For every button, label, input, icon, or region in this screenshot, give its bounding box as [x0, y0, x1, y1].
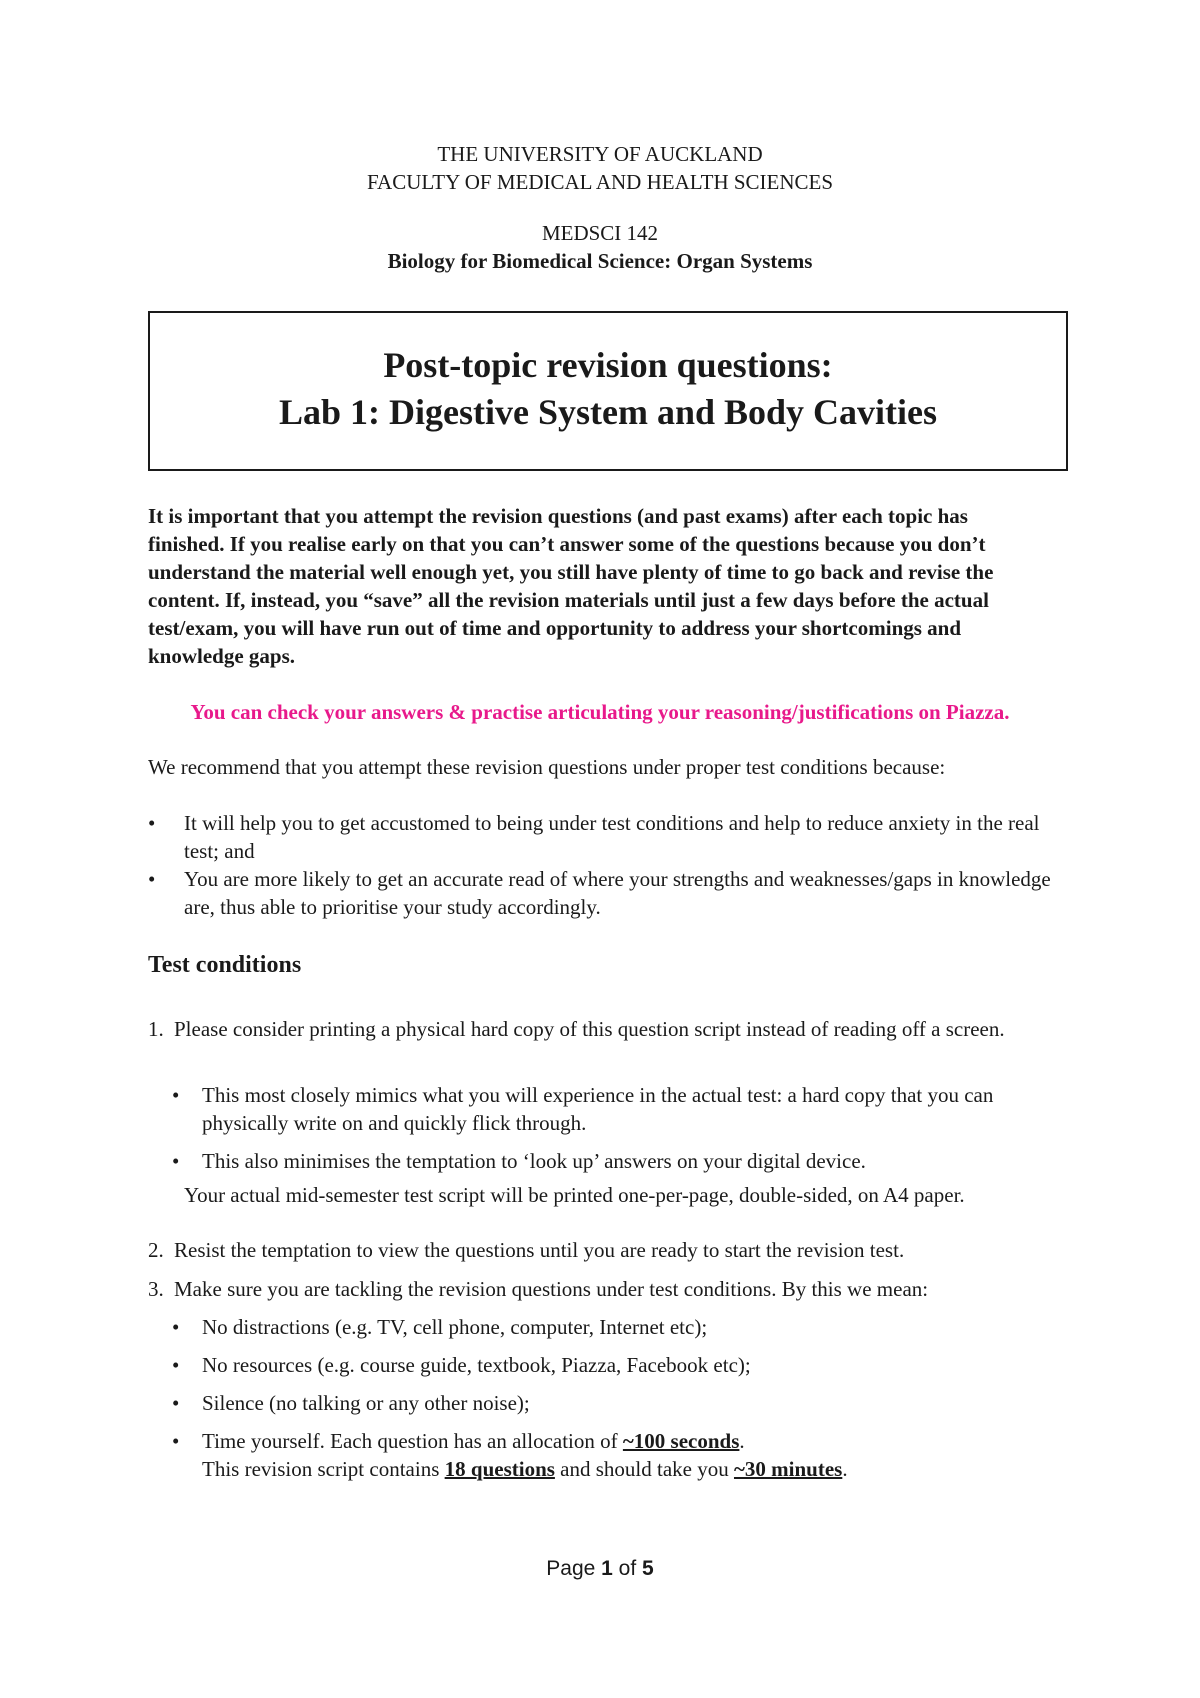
subitem-text: No distractions (e.g. TV, cell phone, computer, Internet etc); — [202, 1315, 708, 1339]
subitem-text: Silence (no talking or any other noise); — [202, 1391, 530, 1415]
item-number: 2. — [148, 1238, 164, 1262]
total-duration: ~30 minutes — [733, 1457, 843, 1481]
time-allocation: ~100 seconds — [622, 1429, 740, 1453]
total-pages: 5 — [642, 1557, 654, 1580]
bullet-icon: • — [172, 1353, 180, 1377]
item-text: Resist the temptation to view the questions until you are ready to start the revision test. — [174, 1238, 905, 1262]
bullet-icon: • — [148, 867, 156, 891]
list-item — [148, 865, 1068, 921]
institution-header — [0, 140, 1200, 196]
title-box — [148, 311, 1068, 471]
intro-paragraph: It is important that you attempt the revision questions (and past exams) after each topic has finished. If you realise early on that you can’t answer some of the questions because you don’t understand the material well enough yet, you still have plenty of time to go back and revise the content. If, instead, you “save” all the revision materials until just a few days before the actual test/exam, you will have run out of time and opportunity to address your shortcomings and knowledge gaps. — [148, 504, 994, 668]
list-item — [172, 1147, 1072, 1175]
list-item — [172, 1351, 1072, 1379]
course-code: MEDSCI 142 — [541, 221, 659, 245]
question-count: 18 questions — [444, 1457, 555, 1481]
reasons-list — [148, 809, 1068, 921]
condition-3-subitems — [172, 1313, 1072, 1493]
time-instruction — [202, 1429, 848, 1481]
page-footer — [0, 1555, 1200, 1583]
list-item — [148, 809, 1068, 865]
item-number: 1. — [148, 1017, 164, 1041]
page-word: Page — [546, 1557, 602, 1580]
faculty-name: FACULTY OF MEDICAL AND HEALTH SCIENCES — [366, 170, 834, 194]
section-heading: Test conditions — [148, 952, 302, 978]
reason-text: You are more likely to get an accurate read of where your strengths and weaknesses/gaps in knowledge are, thus able to prioritise your study accordingly. — [184, 867, 1051, 919]
bullet-icon: • — [172, 1083, 180, 1107]
item-number: 3. — [148, 1277, 164, 1301]
list-item — [172, 1427, 1072, 1483]
subitem-text: No resources (e.g. course guide, textbook, Piazza, Facebook etc); — [202, 1353, 751, 1377]
recommend-paragraph: We recommend that you attempt these revision questions under proper test conditions because: — [148, 755, 946, 779]
bullet-icon: • — [148, 811, 156, 835]
university-name: THE UNIVERSITY OF AUCKLAND — [437, 142, 763, 166]
course-header — [0, 219, 1200, 275]
condition-item-1 — [148, 1015, 1068, 1043]
item-text: Please consider printing a physical hard copy of this question script instead of reading off a screen. — [174, 1017, 1005, 1041]
subitem-text: This also minimises the temptation to ‘look up’ answers on your digital device. — [202, 1149, 866, 1173]
bullet-icon: • — [172, 1149, 180, 1173]
condition-item-2 — [148, 1236, 1068, 1264]
bullet-icon: • — [172, 1391, 180, 1415]
time-text: and should take you — [554, 1457, 734, 1481]
time-text: . — [739, 1429, 745, 1453]
current-page: 1 — [601, 1557, 613, 1580]
piazza-note: You can check your answers & practise articulating your reasoning/justifications on Piazza. — [190, 700, 1010, 724]
course-name: Biology for Biomedical Science: Organ Systems — [387, 249, 813, 273]
condition-item-3 — [148, 1275, 1068, 1303]
list-item — [172, 1081, 1072, 1137]
item-text: Make sure you are tackling the revision questions under test conditions. By this we mean: — [174, 1277, 929, 1301]
reason-text: It will help you to get accustomed to being under test conditions and help to reduce anxiety in the real test; and — [184, 811, 1040, 863]
list-item — [172, 1313, 1072, 1341]
bullet-icon: • — [172, 1315, 180, 1339]
bullet-icon: • — [172, 1429, 180, 1453]
time-text: Time yourself. Each question has an allocation of — [202, 1429, 623, 1453]
time-text: This revision script contains — [202, 1457, 445, 1481]
list-item — [172, 1389, 1072, 1417]
paper-note: Your actual mid-semester test script will be printed one-per-page, double-sided, on A4 paper. — [184, 1183, 965, 1207]
title-line-1: Post-topic revision questions: — [383, 345, 833, 385]
title-line-2: Lab 1: Digestive System and Body Cavities — [278, 392, 938, 432]
subitem-text: This most closely mimics what you will experience in the actual test: a hard copy that you can physically write on and quickly flick through. — [202, 1083, 994, 1135]
of-word: of — [612, 1557, 643, 1580]
time-text: . — [842, 1457, 848, 1481]
condition-1-subitems — [172, 1081, 1072, 1185]
